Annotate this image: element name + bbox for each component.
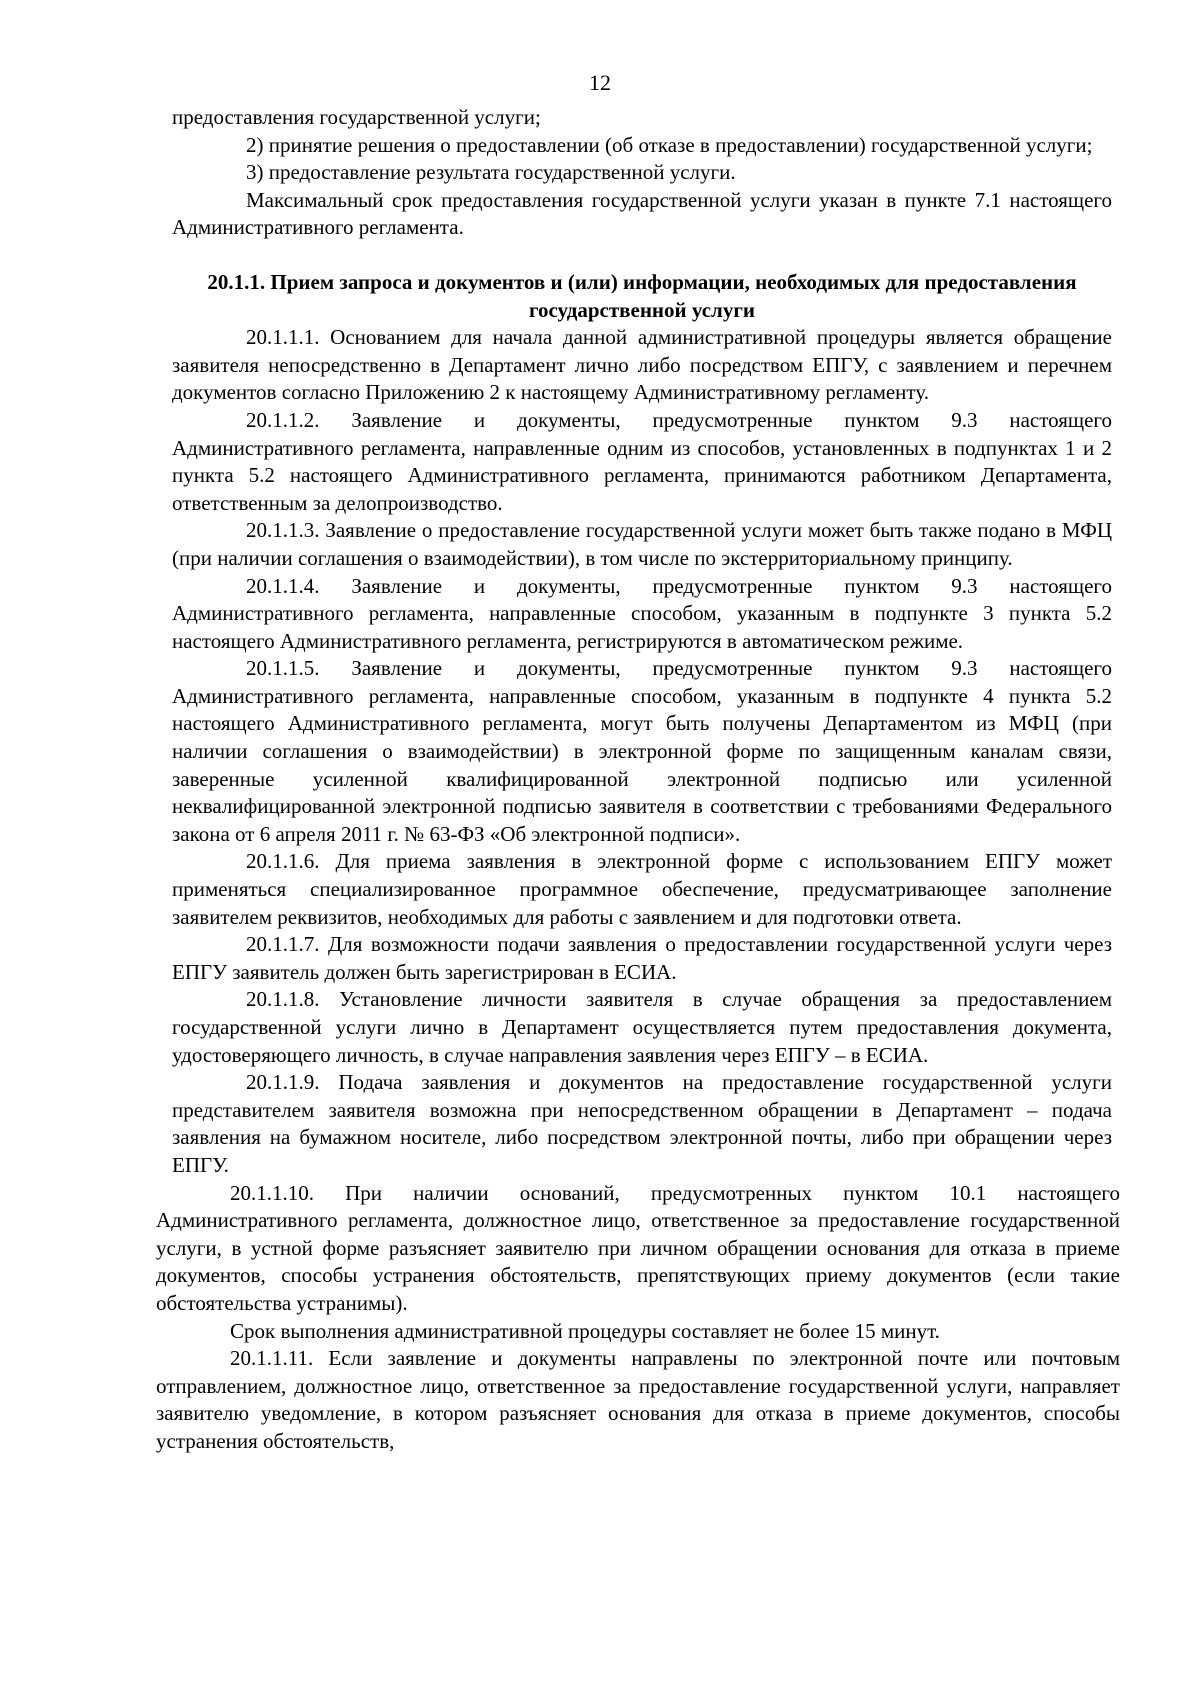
item-20-1-1-11: 20.1.1.11. Если заявление и документы направлены по электронной почте или почтовым отправлением, должностное лицо, ответственное за предоставление государственной услуги, направляет заявителю уведомление, в котором разъясняет основания для отказа в приеме документов, способы устранения обстоятельств, [156,1346,1120,1453]
item-20-1-1-2: 20.1.1.2. Заявление и документы, предусмотренные пунктом 9.3 настоящего Административного регламента, направленные одним из способов, установленных в подпунктах 1 и 2 пункта 5.2 настоящего Административного регламента, принимаются работником Департамента, ответственным за делопроизводство. [172,407,1112,515]
section-heading: 20.1.1. Прием запроса и документов и (или) информации, необходимых для предоставления государственной услуги [207,269,1077,322]
item-20-1-1-8: 20.1.1.8. Установление личности заявителя в случае обращения за предоставлением государственной услуги лично в Департамент осуществляется путем предоставления документа, удостоверяющего личность, в случае направления заявления через ЕПГУ – в ЕСИА. [172,987,1112,1067]
item-20-1-1-1: 20.1.1.1. Основанием для начала данной административной процедуры является обращение заявителя непосредственно в Департамент лично либо посредством ЕПГУ, с заявлением и перечнем документов согласно Приложению 2 к настоящему Административному регламенту. [172,325,1112,405]
paragraph-list-item-3: 3) предоставление результата государственной услуги. [246,160,736,185]
item-20-1-1-3: 20.1.1.3. Заявление о предоставление государственной услуги может быть также подано в МФЦ (при наличии соглашения о взаимодействии), в том числе по экстерриториальному принципу. [172,518,1112,570]
paragraph-max-term: Максимальный срок предоставления государственной услуги указан в пункте 7.1 настоящего Административного регламента. [172,187,1112,240]
paragraph-continuation: предоставления государственной услуги; [172,105,541,129]
paragraph-list-item-2: 2) принятие решения о предоставлении (об отказе в предоставлении) государственной услуги; [246,132,1093,157]
page-number: 12 [589,70,611,95]
item-20-1-1-4: 20.1.1.4. Заявление и документы, предусмотренные пунктом 9.3 настоящего Административного регламента, направленные способом, указанным в подпункте 3 пункта 5.2 настоящего Административного регламента, регистрируются в автоматическом режиме. [172,573,1112,653]
item-20-1-1-10: 20.1.1.10. При наличии оснований, предусмотренных пунктом 10.1 настоящего Административного регламента, должностное лицо, ответственное за предоставление государственной услуги, в устной форме разъясняет заявителю при личном обращении основания для отказа в приеме документов, способы устранения обстоятельств, препятствующих приему документов (если такие обстоятельства устранимы). [156,1180,1120,1315]
paragraph-procedure-term: Срок выполнения административной процедуры составляет не более 15 минут. [230,1318,940,1343]
item-20-1-1-6: 20.1.1.6. Для приема заявления в электронной форме с использованием ЕПГУ может применяться специализированное программное обеспечение, предусматривающее заполнение заявителем реквизитов, необходимых для работы с заявлением и для подготовки ответа. [172,849,1112,929]
item-20-1-1-5: 20.1.1.5. Заявление и документы, предусмотренные пунктом 9.3 настоящего Административного регламента, направленные способом, указанным в подпункте 4 пункта 5.2 настоящего Административного регламента, могут быть получены Департаментом из МФЦ (при наличии соглашения о взаимодействии) в электронной форме по защищенным каналам связи, заверенные усиленной квалифицированной электронной подписью или усиленной неквалифицированной электронной подписью заявителя в соответствии с требованиями Федерального закона от 6 апреля 2011 г. № 63-ФЗ «Об электронной подписи». [172,656,1112,846]
item-20-1-1-7: 20.1.1.7. Для возможности подачи заявления о предоставлении государственной услуги через ЕПГУ заявитель должен быть зарегистрирован в ЕСИА. [172,932,1112,984]
item-20-1-1-9: 20.1.1.9. Подача заявления и документов на предоставление государственной услуги представителем заявителя возможна при непосредственном обращении в Департамент – подача заявления на бумажном носителе, либо посредством электронной почты, либо при обращении через ЕПГУ. [172,1070,1112,1177]
document-body [0,104,1200,1456]
